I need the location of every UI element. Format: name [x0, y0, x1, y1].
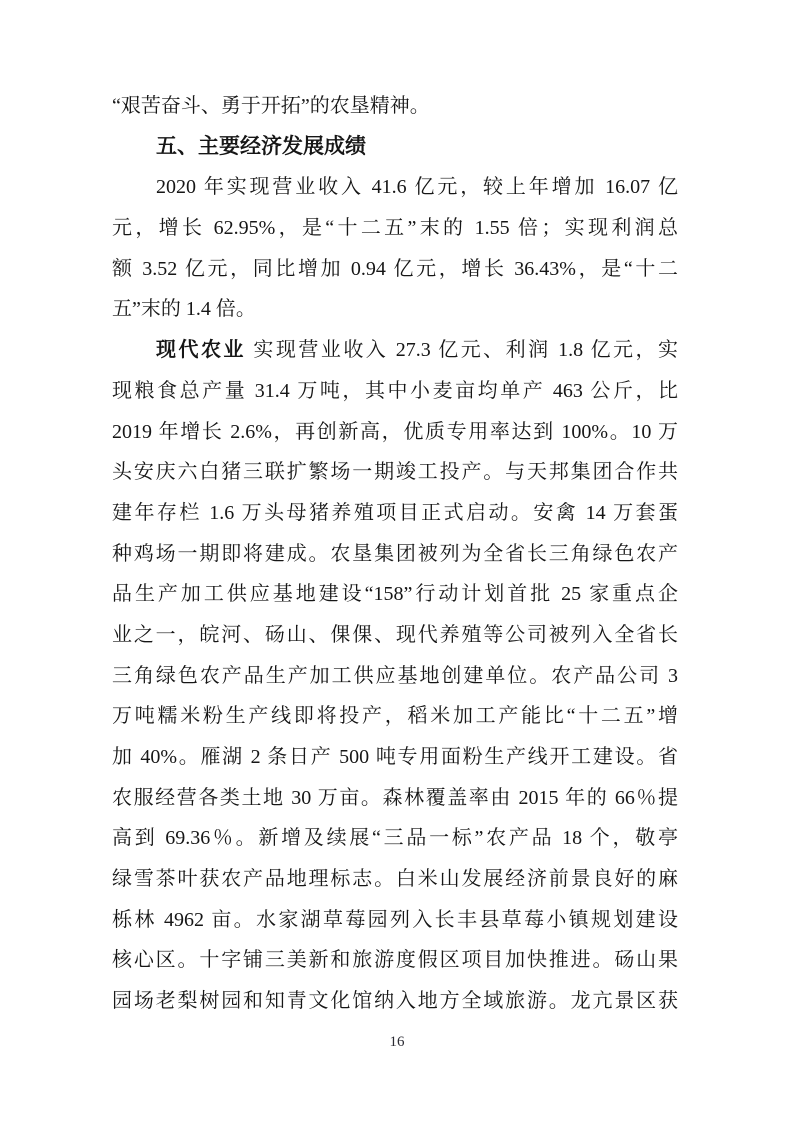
text-line: 五”末的 1.4 倍。 [112, 298, 256, 321]
text-line: 2019 年增长 2.6%，再创新高，优质专用率达到 100%。10 万 [112, 420, 678, 443]
text-line: 业之一，皖河、砀山、倮倮、现代养殖等公司被列入全省长 [112, 623, 678, 646]
text-line: 头安庆六白猪三联扩繁场一期竣工投产。与天邦集团合作共 [112, 461, 678, 484]
text-line: 园场老梨树园和知青文化馆纳入地方全域旅游。龙亢景区获 [112, 990, 678, 1013]
document-body [112, 86, 678, 1022]
text-line: 种鸡场一期即将建成。农垦集团被列为全省长三角绿色农产 [112, 542, 678, 565]
text-line: 高到 69.36％。新增及续展“三品一标”农产品 18 个，敬亭 [112, 827, 678, 850]
text-line: 加 40%。雁湖 2 条日产 500 吨专用面粉生产线开工建设。省 [112, 746, 678, 768]
text-line [112, 330, 678, 371]
text-line: 品生产加工供应基地建设“158”行动计划首批 25 家重点企 [112, 583, 678, 606]
text-line: 核心区。十字铺三美新和旅游度假区项目加快推进。砀山果 [112, 949, 678, 972]
section-heading: 五、主要经济发展成绩 [156, 134, 366, 158]
text-line: 栎林 4962 亩。水家湖草莓园列入长丰县草莓小镇规划建设 [112, 908, 678, 931]
text-line: 万吨糯米粉生产线即将投产，稻米加工产能比“十二五”增 [112, 705, 678, 728]
paragraph-lead-label: 现代农业 [156, 339, 246, 362]
page-number: 16 [389, 1034, 405, 1050]
text-line: 绿雪茶叶获农产品地理标志。白米山发展经济前景良好的麻 [112, 868, 678, 891]
text-line-rest: 实现营业收入 27.3 亿元、利润 1.8 亿元，实 [245, 339, 678, 362]
text-line: 元，增长 62.95%，是“十二五”末的 1.55 倍；实现利润总 [112, 217, 678, 240]
text-line: “艰苦奋斗、勇于开拓”的农垦精神。 [112, 95, 430, 117]
text-line: 建年存栏 1.6 万头母猪养殖项目正式启动。安禽 14 万套蛋 [112, 501, 678, 524]
text-line: 2020 年实现营业收入 41.6 亿元，较上年增加 16.07 亿 [156, 176, 678, 199]
text-line: 额 3.52 亿元，同比增加 0.94 亿元，增长 36.43%，是“十二 [112, 257, 678, 280]
text-line: 现粮食总产量 31.4 万吨，其中小麦亩均单产 463 公斤，比 [112, 379, 678, 402]
text-line: 农服经营各类土地 30 万亩。森林覆盖率由 2015 年的 66％提 [112, 786, 678, 809]
text-line: 三角绿色农产品生产加工供应基地创建单位。农产品公司 3 [112, 664, 678, 687]
